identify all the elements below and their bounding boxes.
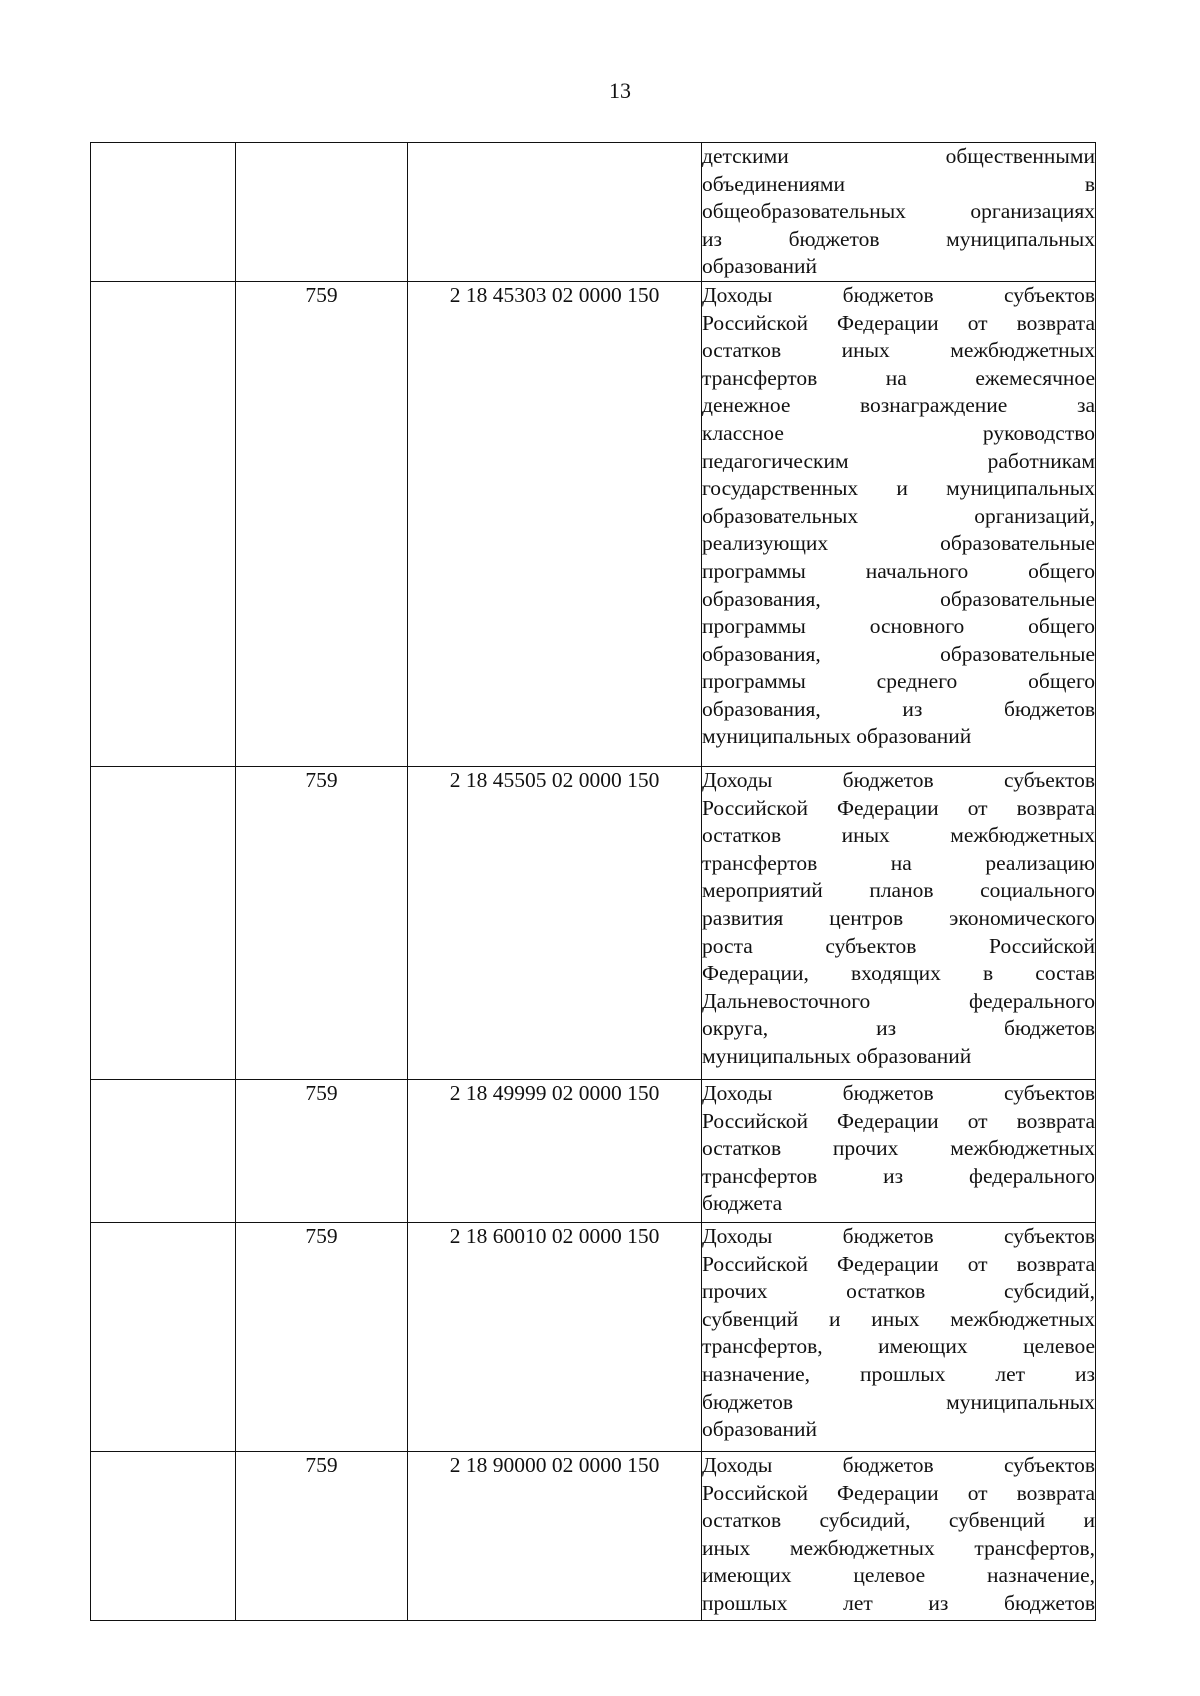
description-line: остатков прочих межбюджетных: [702, 1136, 1095, 1161]
description-line: Доходы бюджетов субъектов: [702, 767, 1095, 792]
description-line: трансфертов из федерального: [702, 1163, 1095, 1188]
description-line: остатков субсидий, субвенций и: [702, 1508, 1095, 1533]
description-line: образования, образовательные: [702, 641, 1095, 666]
description-line: образований: [702, 1417, 818, 1442]
description-line: образования, образовательные: [702, 586, 1095, 611]
description-line: программы среднего общего: [702, 669, 1095, 694]
description-line: мероприятий планов социального: [702, 878, 1095, 903]
empty-cell: [91, 1451, 236, 1620]
admin-code-cell: 759: [236, 281, 408, 766]
description-line: муниципальных образований: [702, 1043, 972, 1068]
description-line: остатков иных межбюджетных: [702, 338, 1095, 363]
empty-cell: [91, 1079, 236, 1222]
admin-code-cell: 759: [236, 766, 408, 1079]
budget-code-cell: 2 18 45505 02 0000 150: [408, 766, 702, 1079]
empty-cell: [91, 143, 236, 282]
description-line: развития центров экономического: [702, 905, 1095, 930]
description-line: Российской Федерации от возврата: [702, 1251, 1095, 1276]
description-cell: [702, 143, 1096, 282]
description-line: назначение, прошлых лет из: [702, 1361, 1095, 1386]
budget-code-cell: 2 18 90000 02 0000 150: [408, 1451, 702, 1620]
description-line: программы основного общего: [702, 614, 1095, 639]
admin-code-cell: [236, 143, 408, 282]
table-row: [91, 281, 1096, 766]
description-line: классное руководство: [702, 420, 1095, 445]
table-row: [91, 143, 1096, 282]
description-cell: [702, 1451, 1096, 1620]
description-line: общеобразовательных организациях: [702, 199, 1095, 224]
table-body: [91, 143, 1096, 1621]
description-line: детскими общественными: [702, 144, 1095, 168]
description-line: из бюджетов муниципальных: [702, 226, 1095, 251]
admin-code-cell: 759: [236, 1451, 408, 1620]
description-line: Федерации, входящих в состав: [702, 961, 1095, 986]
description-line: программы начального общего: [702, 558, 1095, 583]
description-line: бюджета: [702, 1191, 783, 1216]
budget-code-cell: 2 18 60010 02 0000 150: [408, 1222, 702, 1451]
description-line: округа, из бюджетов: [702, 1016, 1095, 1041]
description-line: Российской Федерации от возврата: [702, 795, 1095, 820]
budget-code-cell: 2 18 45303 02 0000 150: [408, 281, 702, 766]
description-cell: [702, 766, 1096, 1079]
description-line: муниципальных образований: [702, 724, 972, 749]
empty-cell: [91, 766, 236, 1079]
description-line: образовательных организаций,: [702, 503, 1095, 528]
description-line: трансфертов на ежемесячное: [702, 365, 1095, 390]
description-cell: [702, 281, 1096, 766]
description-line: субвенций и иных межбюджетных: [702, 1306, 1095, 1331]
description-line: образования, из бюджетов: [702, 696, 1095, 721]
table-row: [91, 1222, 1096, 1451]
description-cell: [702, 1222, 1096, 1451]
description-line: государственных и муниципальных: [702, 476, 1095, 501]
table-row: [91, 1451, 1096, 1620]
description-line: имеющих целевое назначение,: [702, 1563, 1095, 1588]
description-line: бюджетов муниципальных: [702, 1389, 1095, 1414]
description-line: Доходы бюджетов субъектов: [702, 1452, 1095, 1477]
description-line: Дальневосточного федерального: [702, 988, 1095, 1013]
description-line: Российской Федерации от возврата: [702, 1108, 1095, 1133]
description-line: Российской Федерации от возврата: [702, 1480, 1095, 1505]
description-line: прошлых лет из бюджетов: [702, 1590, 1095, 1615]
budget-code-cell: [408, 143, 702, 282]
description-line: Российской Федерации от возврата: [702, 310, 1095, 335]
description-line: трансфертов, имеющих целевое: [702, 1334, 1095, 1359]
budget-codes-table: [90, 142, 1096, 1621]
admin-code-cell: 759: [236, 1079, 408, 1222]
description-line: прочих остатков субсидий,: [702, 1279, 1095, 1304]
description-line: денежное вознаграждение за: [702, 393, 1095, 418]
description-line: Доходы бюджетов субъектов: [702, 1223, 1095, 1248]
description-line: объединениями в: [702, 171, 1095, 196]
admin-code-cell: 759: [236, 1222, 408, 1451]
description-line: иных межбюджетных трансфертов,: [702, 1535, 1095, 1560]
description-line: педагогическим работникам: [702, 448, 1095, 473]
description-line: остатков иных межбюджетных: [702, 823, 1095, 848]
description-line: трансфертов на реализацию: [702, 850, 1095, 875]
description-line: образований: [702, 254, 818, 279]
table-row: [91, 766, 1096, 1079]
description-line: Доходы бюджетов субъектов: [702, 1080, 1095, 1105]
empty-cell: [91, 1222, 236, 1451]
page-number: 13: [609, 78, 631, 103]
description-line: Доходы бюджетов субъектов: [702, 282, 1095, 307]
table-row: [91, 1079, 1096, 1222]
description-line: реализующих образовательные: [702, 531, 1095, 556]
empty-cell: [91, 281, 236, 766]
description-cell: [702, 1079, 1096, 1222]
budget-code-cell: 2 18 49999 02 0000 150: [408, 1079, 702, 1222]
description-line: роста субъектов Российской: [702, 933, 1095, 958]
